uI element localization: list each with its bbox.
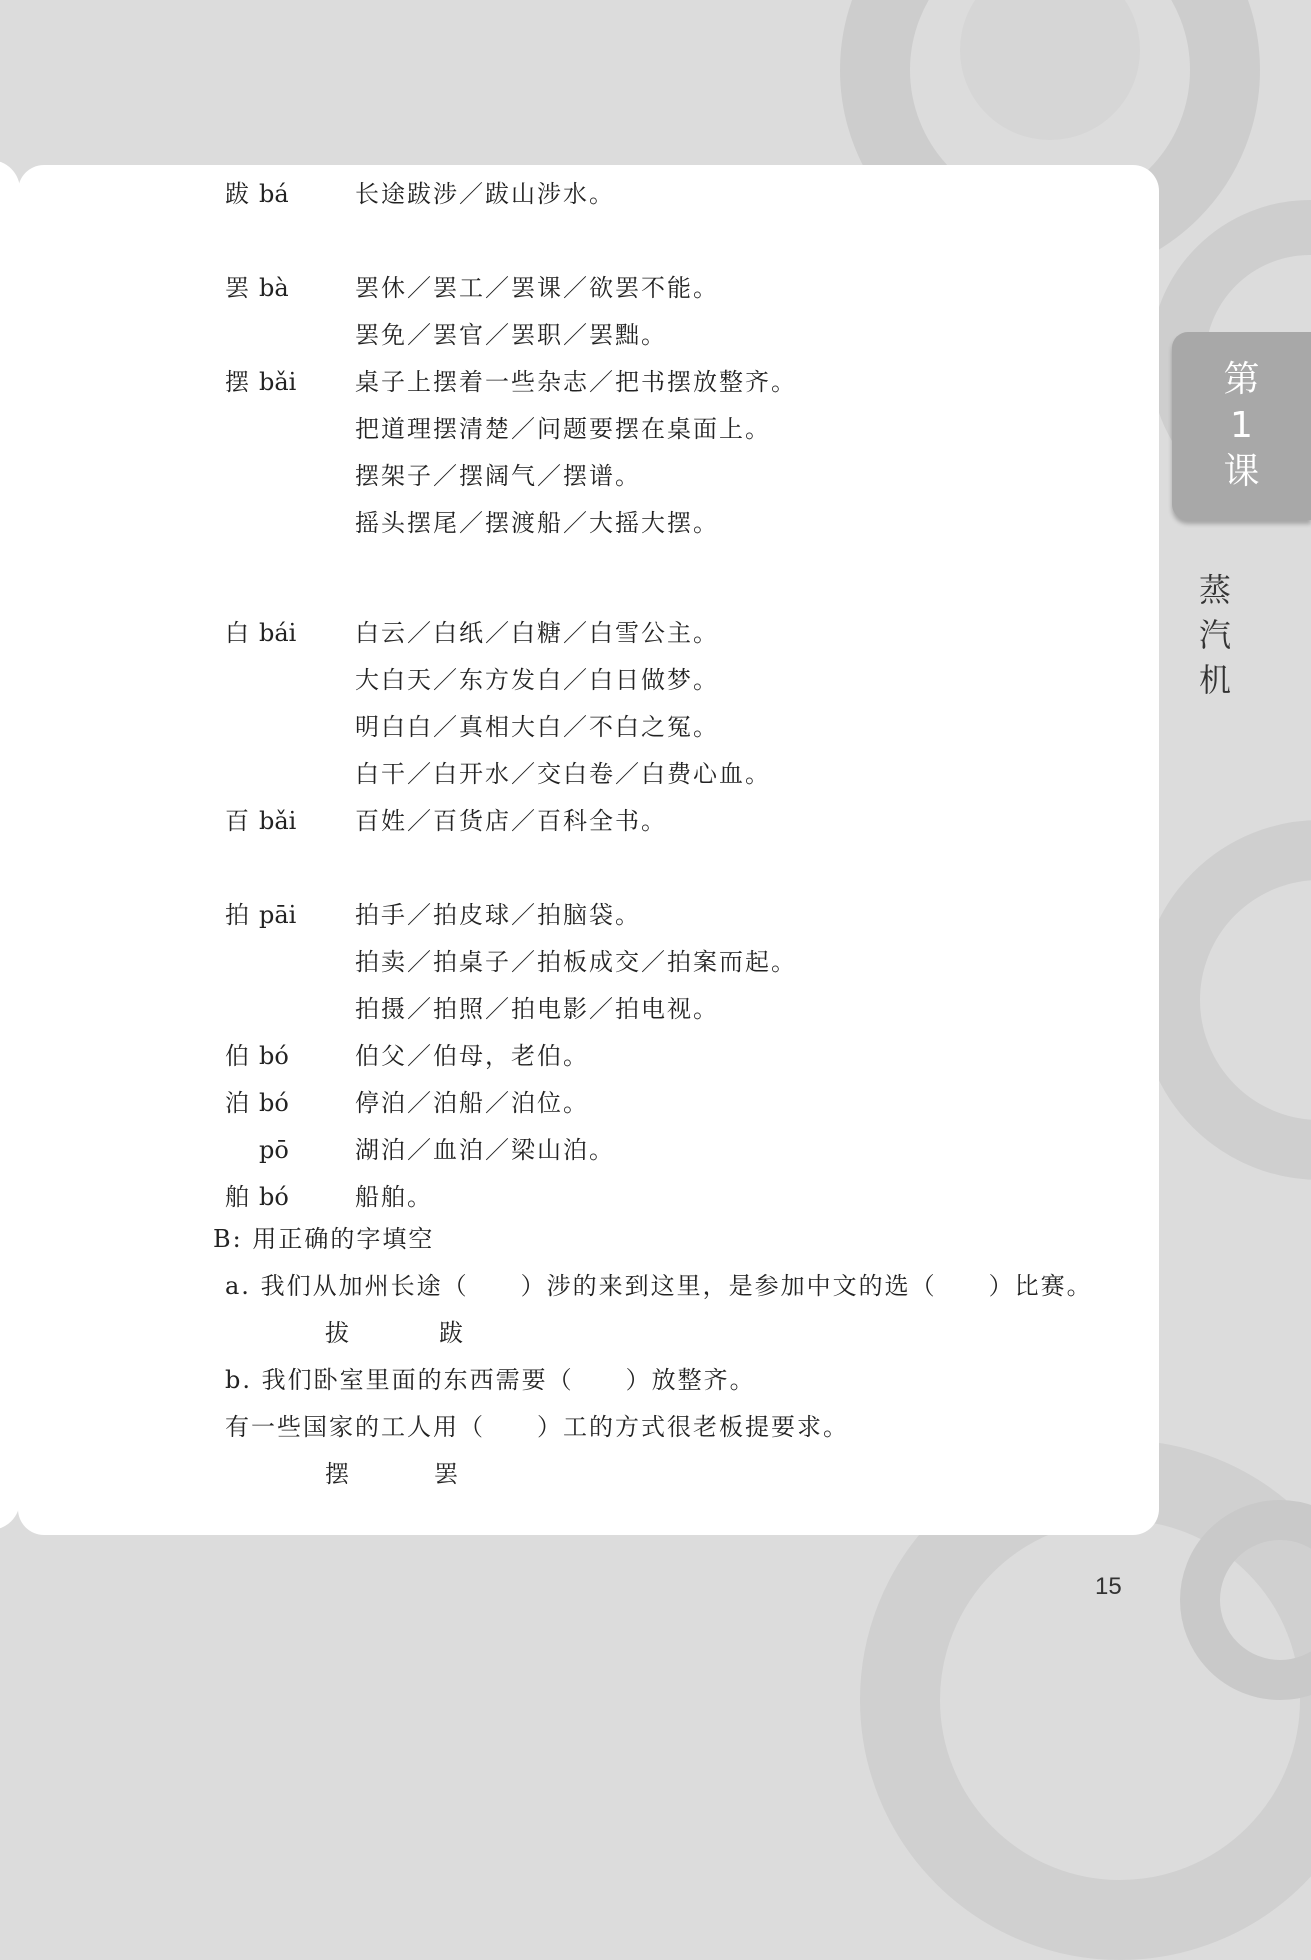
exercise-question-a: a. 我们从加州长途（ ）涉的来到这里，是参加中文的选（ ）比赛。 xyxy=(225,1272,1093,1300)
lesson-tab-number: 1 xyxy=(1230,405,1253,446)
vocab-example: 摇头摆尾／摆渡船／大摇大摆。 xyxy=(355,509,719,537)
vocab-pinyin: bó xyxy=(259,1042,289,1070)
lesson-title-char: 机 xyxy=(1198,661,1231,699)
vocab-character: 百 xyxy=(225,807,251,835)
vocab-pinyin: bá xyxy=(259,180,289,208)
vocab-character: 跋 xyxy=(225,180,251,208)
exercise-heading: B: 用正确的字填空 xyxy=(213,1225,435,1253)
vocab-example: 船舶。 xyxy=(355,1183,433,1211)
lesson-tab-line3: 课 xyxy=(1223,451,1260,492)
vocab-character: 伯 xyxy=(225,1042,251,1070)
left-page-edge xyxy=(0,160,20,1530)
vocab-pinyin: bǎi xyxy=(259,368,297,396)
vocab-character: 摆 xyxy=(225,368,251,396)
vocab-pinyin: bó xyxy=(259,1089,289,1117)
vocab-character: 拍 xyxy=(225,901,251,929)
vocab-character: 白 xyxy=(225,619,251,647)
option-a2: 跋 xyxy=(439,1319,465,1347)
vocab-example: 拍手／拍皮球／拍脑袋。 xyxy=(355,901,641,929)
lesson-title-char: 汽 xyxy=(1198,616,1231,654)
vocab-pinyin: pō xyxy=(259,1136,289,1164)
exercise-question-b2: 有一些国家的工人用（ ）工的方式很老板提要求。 xyxy=(225,1413,849,1441)
vocab-example: 湖泊／血泊／梁山泊。 xyxy=(355,1136,615,1164)
vocab-example: 罢免／罢官／罢职／罢黜。 xyxy=(355,321,667,349)
vocab-example: 长途跋涉／跋山涉水。 xyxy=(355,180,615,208)
background-ring xyxy=(1140,820,1311,1180)
lesson-tab[interactable] xyxy=(1172,332,1311,520)
vocab-example: 伯父／伯母，老伯。 xyxy=(355,1042,589,1070)
vocab-example: 大白天／东方发白／白日做梦。 xyxy=(355,666,719,694)
vocab-pinyin: bǎi xyxy=(259,807,297,835)
option-b2: 罢 xyxy=(434,1460,460,1488)
lesson-title xyxy=(1185,568,1245,703)
vocab-pinyin: bà xyxy=(259,274,289,302)
vocab-example: 把道理摆清楚／问题要摆在桌面上。 xyxy=(355,415,771,443)
vocab-example: 百姓／百货店／百科全书。 xyxy=(355,807,667,835)
option-a1: 拔 xyxy=(325,1319,351,1347)
option-b1: 摆 xyxy=(325,1460,351,1488)
page-number: 15 xyxy=(1095,1573,1122,1600)
vocab-pinyin: bó xyxy=(259,1183,289,1211)
vocab-example: 桌子上摆着一些杂志／把书摆放整齐。 xyxy=(355,368,797,396)
vocab-example: 停泊／泊船／泊位。 xyxy=(355,1089,589,1117)
vocab-example: 白干／白开水／交白卷／白费心血。 xyxy=(355,760,771,788)
exercise-question-b: b. 我们卧室里面的东西需要（ ）放整齐。 xyxy=(225,1366,756,1394)
vocab-example: 拍摄／拍照／拍电影／拍电视。 xyxy=(355,995,719,1023)
vocab-example: 明白白／真相大白／不白之冤。 xyxy=(355,713,719,741)
vocab-character: 罢 xyxy=(225,274,251,302)
lesson-title-char: 蒸 xyxy=(1198,571,1231,609)
vocab-pinyin: pāi xyxy=(259,901,297,929)
vocab-example: 摆架子／摆阔气／摆谱。 xyxy=(355,462,641,490)
vocab-character: 舶 xyxy=(225,1183,251,1211)
vocab-pinyin: bái xyxy=(259,619,297,647)
lesson-tab-line1: 第 xyxy=(1223,359,1260,400)
vocab-example: 白云／白纸／白糖／白雪公主。 xyxy=(355,619,719,647)
vocab-example: 拍卖／拍桌子／拍板成交／拍案而起。 xyxy=(355,948,797,976)
vocab-example: 罢休／罢工／罢课／欲罢不能。 xyxy=(355,274,719,302)
vocab-character: 泊 xyxy=(225,1089,251,1117)
